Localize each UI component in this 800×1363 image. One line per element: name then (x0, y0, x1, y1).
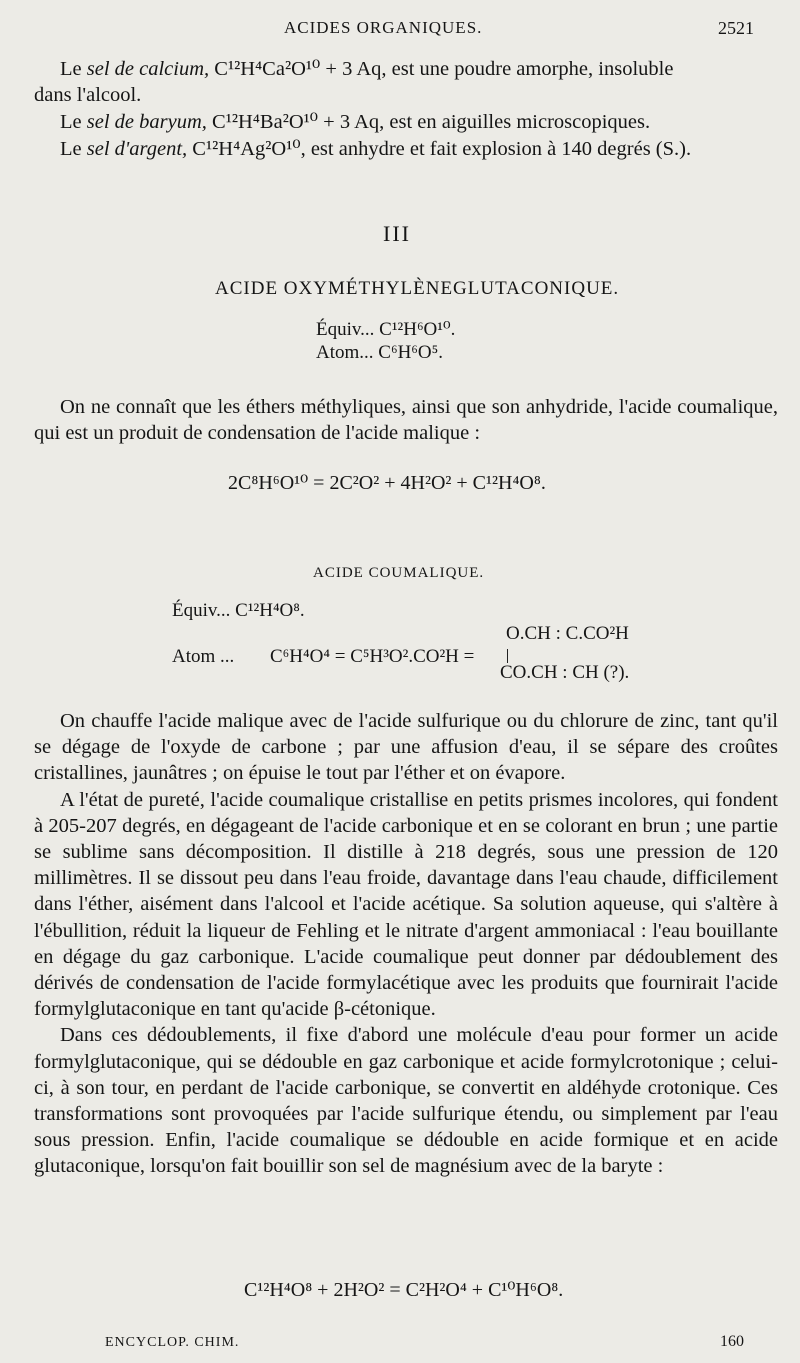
calcium-prefix: Le (60, 58, 87, 80)
calcium-salt-line (60, 56, 673, 82)
paragraph-preparation: On chauffe l'acide malique avec de l'acide sulfurique ou du chlorure de zinc, tant qu'il se dégage de l'oxyde de carbone ; par une affusion d'eau, il se sépare des croûtes cristallines, jaunâtres ; on épuise le tout par l'éther et on évapore. (34, 710, 778, 785)
barium-salt-text: C¹²H⁴Ba²O¹⁰ + 3 Aq, est en aiguilles microscopiques. (206, 111, 651, 133)
section-title: ACIDE OXYMÉTHYLÈNEGLUTACONIQUE. (215, 278, 620, 299)
silver-salt-line (60, 136, 691, 162)
running-header-title: ACIDES ORGANIQUES. (284, 18, 483, 37)
subsection-atom-label: Atom ... (172, 646, 235, 667)
calcium-salt-line-2: dans l'alcool. (34, 84, 142, 106)
intro-paragraph-text: On ne connaît que les éthers méthyliques, ainsi que son anhydride, l'acide coumalique, qui est un produit de condensation de l'acide malique : (34, 396, 778, 445)
section-atom-formula: Atom... C⁶H⁶O⁵. (316, 342, 444, 363)
body-paragraphs (34, 708, 778, 1180)
intro-paragraph (34, 394, 778, 446)
page-number: 2521 (718, 18, 754, 38)
silver-salt-name: sel d'argent, (86, 138, 188, 160)
paragraph-properties: A l'état de pureté, l'acide coumalique cristallise en petits prismes incolores, qui fondent à 205-207 degrés, en dégageant de l'acide carbonique et en se colorant en brun ; une partie se sublime sans décomposition. Il distille à 218 degrés, sous une pression de 120 millimètres. Il se dissout peu dans l'eau froide, davantage dans l'eau chaude, difficilement dans l'éther, aisément dans l'alcool et l'acide acétique. Sa solution aqueuse, qui s'altère à l'ébullition, réduit la liqueur de Fehling et le nitrate d'argent ammoniacal : l'eau bouillante en dégage du gaz carbonique. L'acide coumalique peut donner par dédoublement des dérivés de condensation de l'acide formylacétique avec les produits que fournirait l'acide formylglutaconique en tant qu'acide β-cétonique. (34, 788, 778, 1021)
subsection-equiv-formula: Équiv... C¹²H⁴O⁸. (172, 600, 305, 621)
equation-2: C¹²H⁴O⁸ + 2H²O² = C²H²O⁴ + C¹⁰H⁶O⁸. (244, 1279, 564, 1301)
subsection-atom-formula: C⁶H⁴O⁴ = C⁵H³O².CO²H = (270, 646, 475, 667)
footer-signature: ENCYCLOP. CHIM. (105, 1335, 240, 1350)
equation-1: 2C⁸H⁶O¹⁰ = 2C²O² + 4H²O² + C¹²H⁴O⁸. (228, 472, 546, 494)
paragraph-decomposition: Dans ces dédoublements, il fixe d'abord une molécule d'eau pour former un acide formylglutaconique, qui se dédouble en gaz carbonique et acide formylcrotonique ; celui-ci, à son tour, en perdant de l'acide carbonique, se convertit en aldéhyde crotonique. Ces transformations sont provoquées par l'acide sulfurique étendu, ou simplement par l'eau sous pression. Enfin, l'acide coumalique se dédouble en acide formique et en acide glutaconique, lorsqu'on fait bouillir son sel de magnésium avec de la baryte : (34, 1024, 778, 1178)
structure-top-line: O.CH : C.CO²H (506, 623, 629, 644)
barium-salt-name: sel de baryum, (86, 111, 207, 133)
calcium-salt-text: C¹²H⁴Ca²O¹⁰ + 3 Aq, est une poudre amorphe, insoluble (209, 58, 674, 80)
structure-bond-line (507, 649, 508, 663)
barium-salt-line (60, 109, 650, 135)
silver-prefix: Le (60, 138, 87, 160)
footer-number: 160 (720, 1333, 744, 1350)
section-equiv-formula: Équiv... C¹²H⁶O¹⁰. (316, 319, 456, 340)
calcium-salt-name: sel de calcium, (86, 58, 210, 80)
structure-bottom-line: CO.CH : CH (?). (500, 662, 630, 683)
section-number: III (383, 221, 411, 246)
barium-prefix: Le (60, 111, 87, 133)
subsection-title: ACIDE COUMALIQUE. (313, 565, 485, 581)
silver-salt-text: C¹²H⁴Ag²O¹⁰, est anhydre et fait explosion à 140 degrés (S.). (187, 138, 692, 160)
